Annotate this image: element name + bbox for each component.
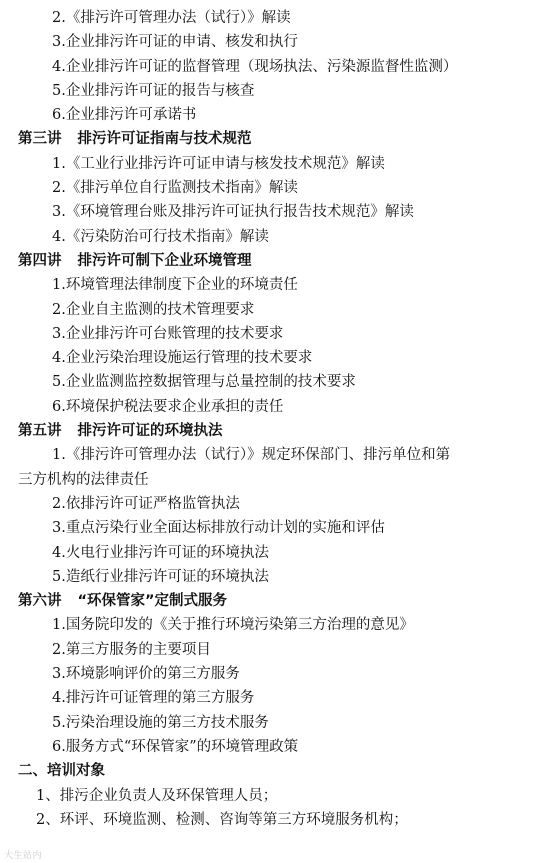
- list-item: 5.污染治理设施的第三方技术服务: [52, 714, 269, 731]
- list-item: 3.企业排污许可台账管理的技术要求: [52, 325, 284, 342]
- section-heading-lecture-3: [0, 127, 546, 151]
- watermark-text: 大生站内: [4, 851, 43, 861]
- list-item: 2.第三方服务的主要项目: [52, 641, 211, 658]
- list-item: 3.企业排污许可证的申请、核发和执行: [52, 34, 298, 51]
- list-item: 3.重点污染行业全面达标排放行动计划的实施和评估: [52, 520, 385, 537]
- section-title: 排污许可证的环境执法: [77, 423, 223, 440]
- list-item: 4.《污染防治可行技术指南》解读: [52, 228, 269, 245]
- section-title: “环保管家”定制式服务: [77, 593, 228, 610]
- target-item: 2、环评、环境监测、检测、咨询等第三方环境服务机构；: [36, 811, 408, 828]
- section-label: 第六讲: [18, 593, 62, 610]
- list-item: 2.《排污许可管理办法（试行）》解读: [52, 10, 291, 26]
- list-item: 2.依排污许可证严格监管执法: [52, 495, 240, 512]
- target-item: 1、排污企业负责人及环保管理人员；: [36, 787, 278, 804]
- list-item: 3.《环境管理台账及排污许可证执行报告技术规范》解读: [52, 204, 414, 221]
- list-item: 5.企业排污许可证的报告与核查: [52, 82, 255, 99]
- list-item: 5.企业监测监控数据管理与总量控制的技术要求: [52, 374, 356, 391]
- list-item: 2.《排污单位自行监测技术指南》解读: [52, 180, 298, 197]
- list-item: 1.《排污许可管理办法（试行）》规定环保部门、排污单位和第: [52, 447, 451, 464]
- section-heading-lecture-6: [0, 589, 546, 613]
- list-item: 1.环境管理法律制度下企业的环境责任: [52, 277, 298, 294]
- section-label: 第三讲: [18, 131, 62, 148]
- list-item: 3.环境影响评价的第三方服务: [52, 666, 240, 683]
- list-item: 1.国务院印发的《关于推行环境污染第三方治理的意见》: [52, 617, 414, 634]
- list-item: 4.企业排污许可证的监督管理（现场执法、污染源监督性监测）: [52, 58, 458, 75]
- list-item: 6.企业排污许可承诺书: [52, 107, 197, 124]
- section-title: 排污许可证指南与技术规范: [77, 131, 252, 148]
- section-title: 排污许可制下企业环境管理: [77, 252, 252, 269]
- list-item: 6.环境保护税法要求企业承担的责任: [52, 398, 284, 415]
- section-heading-training-targets: [0, 759, 546, 783]
- list-item: 4.火电行业排污许可证的环境执法: [52, 544, 269, 561]
- section-label: 二、培训对象: [18, 763, 105, 780]
- list-item: 4.企业污染治理设施运行管理的技术要求: [52, 350, 313, 367]
- list-item: 5.造纸行业排污许可证的环境执法: [52, 568, 269, 585]
- document-body: [0, 6, 546, 832]
- list-item: 2.企业自主监测的技术管理要求: [52, 301, 255, 318]
- list-item: 4.排污许可证管理的第三方服务: [52, 690, 255, 707]
- section-heading-lecture-4: [0, 249, 546, 273]
- list-item-continuation: 三方机构的法律责任: [18, 471, 149, 488]
- section-heading-lecture-5: [0, 419, 546, 443]
- section-label: 第五讲: [18, 423, 62, 440]
- list-item: 1.《工业行业排污许可证申请与核发技术规范》解读: [52, 155, 385, 172]
- list-item: 6.服务方式“环保管家”的环境管理政策: [52, 738, 299, 755]
- section-label: 第四讲: [18, 252, 62, 269]
